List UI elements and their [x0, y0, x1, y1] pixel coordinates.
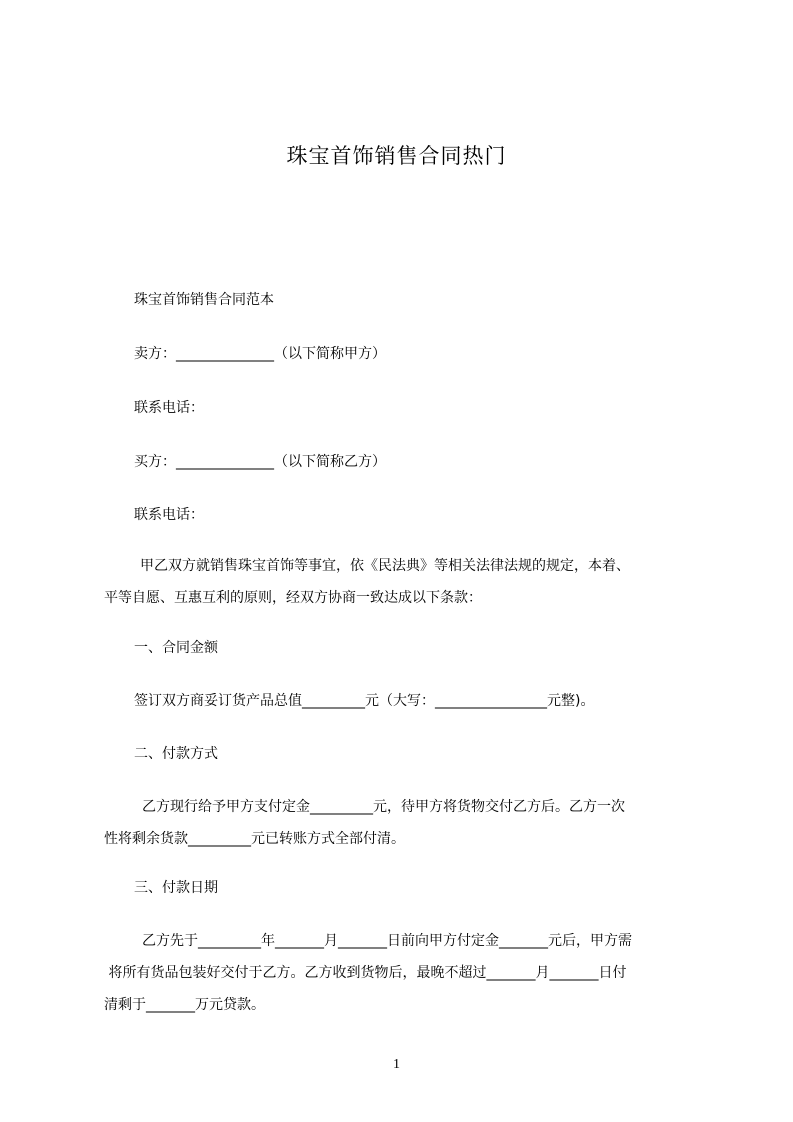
section-2-paragraph: [104, 797, 700, 849]
section-3-line-3: 清剩于_______万元贷款。: [104, 997, 265, 1013]
section-1-heading: 一、合同金额: [134, 640, 218, 656]
section-3-line-2: 将所有货品包装好交付于乙方。乙方收到货物后，最晚不超过_______月_______日付: [104, 965, 627, 981]
buyer-phone-line: 联系电话：: [134, 507, 204, 523]
section-1-text: 签订双方商妥订货产品总值_________元（大写：________________元整)。: [134, 693, 595, 709]
seller-line: 卖方：______________（以下简称甲方）: [134, 346, 386, 362]
contract-subtitle: 珠宝首饰销售合同范本: [134, 292, 274, 308]
page-number: 1: [393, 1057, 400, 1072]
document-title: 珠宝首饰销售合同热门: [286, 144, 507, 168]
intro-paragraph: [104, 556, 700, 608]
intro-line-2: 平等自愿、互惠互利的原则，经双方协商一致达成以下条款：: [104, 590, 482, 606]
section-2-line-2: 性将剩余货款_________元已转账方式全部付清。: [104, 831, 405, 847]
section-3-paragraph: [104, 931, 700, 1015]
seller-phone-line: 联系电话：: [134, 400, 204, 416]
section-2-line-1: 乙方现行给予甲方支付定金_________元，待甲方将货物交付乙方后。乙方一次: [142, 799, 625, 815]
section-3-heading: 三、付款日期: [134, 880, 218, 896]
section-2-heading: 二、付款方式: [134, 746, 218, 762]
section-3-line-1: 乙方先于_________年_______月_______日前向甲方付定金_______元后，甲方需: [142, 933, 632, 949]
intro-line-1: 甲乙双方就销售珠宝首饰等事宜，依《民法典》等相关法律法规的规定，本着、: [140, 558, 630, 574]
buyer-line: 买方：______________（以下简称乙方）: [134, 454, 386, 470]
